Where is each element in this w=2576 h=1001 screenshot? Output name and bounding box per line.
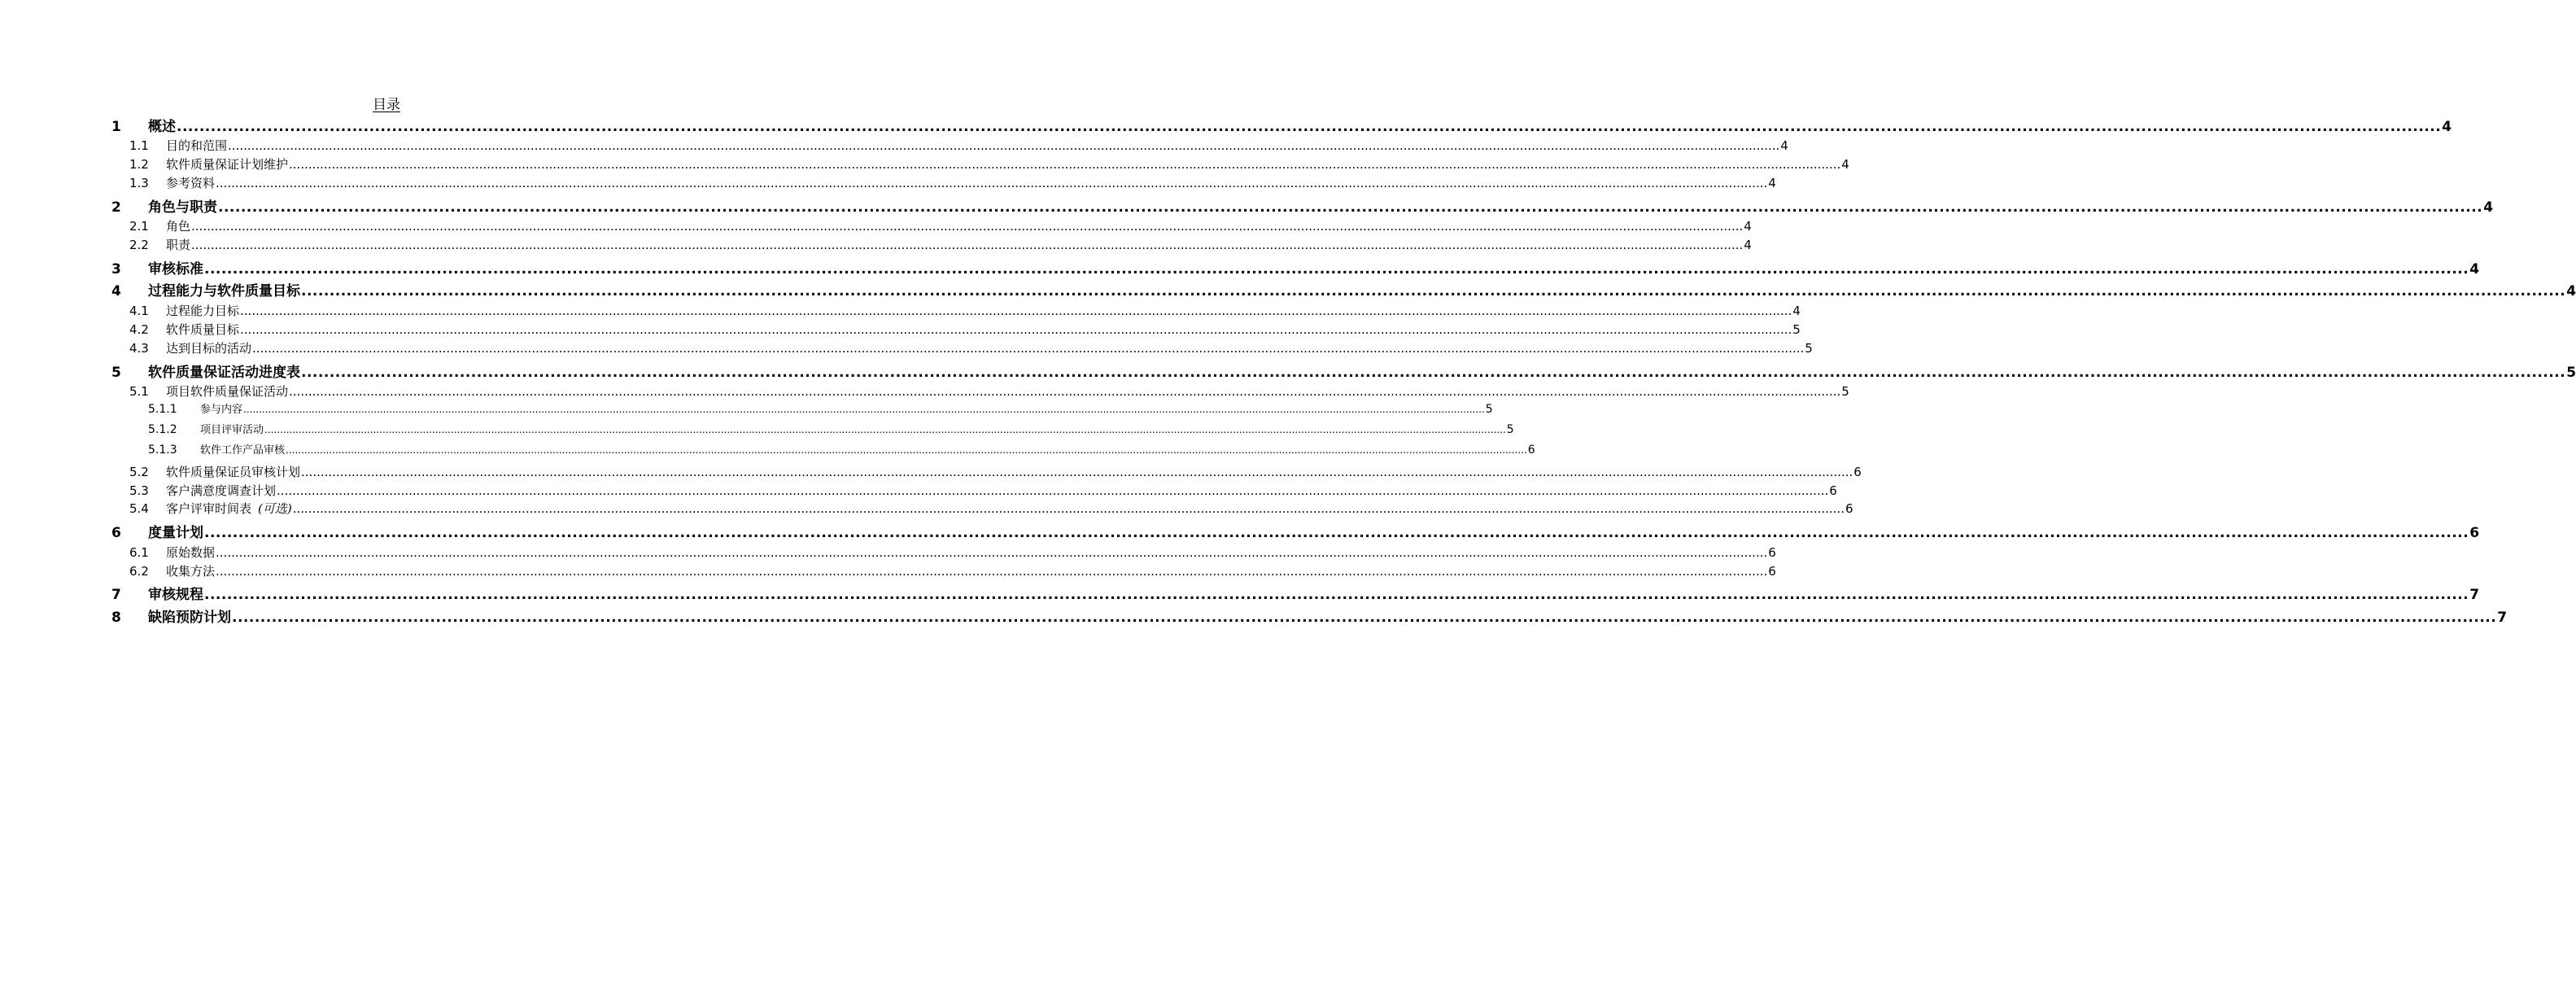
toc-leader-dots: ................................................................................................................................................................................................................................................................................................................................................................................................................ <box>289 384 1841 399</box>
toc-entry-5-1[interactable] <box>129 382 1849 399</box>
toc-entry-label: 达到目标的活动 <box>166 341 252 356</box>
toc-entry-number: 5.2 <box>129 465 149 479</box>
toc-leader-dots: ................................................................................................................................................................................................................................................................................................................................................................................................................ <box>216 545 1768 560</box>
toc-entry-label: 缺陷预防计划 <box>148 610 231 626</box>
toc-entry-page-number: 4 <box>1792 304 1801 318</box>
toc-entry-label: 原始数据 <box>166 545 216 560</box>
toc-leader-dots: ................................................................................................................................................................................................................................................................................................................................................................................................................ <box>232 610 2497 626</box>
toc-entry-4[interactable] <box>111 279 2576 299</box>
toc-entry-3[interactable] <box>111 257 2480 278</box>
toc-entry-number: 5.1 <box>129 384 149 399</box>
toc-entry-page-number: 4 <box>1768 176 1776 190</box>
toc-entry-label: 审核标准 <box>148 261 203 278</box>
toc-entry-number: 4 <box>111 283 121 299</box>
toc-entry-5-1-2[interactable] <box>148 421 1514 437</box>
toc-entry-label: 角色与职责 <box>148 199 217 216</box>
toc-entry-label: 过程能力目标 <box>166 304 240 318</box>
toc-entry-page-number: 5 <box>1805 341 1813 356</box>
toc-entry-page-number: 6 <box>1527 444 1535 457</box>
toc-entry-1[interactable] <box>111 115 2452 135</box>
toc-entry-5[interactable] <box>111 361 2576 381</box>
toc-entry-page-number: 4 <box>1744 219 1752 234</box>
toc-entry-label: 软件质量保证计划维护 <box>166 157 289 172</box>
toc-entry-suffix: (可选) <box>258 501 292 516</box>
toc-entry-number: 5 <box>111 365 121 381</box>
toc-entry-number: 1.2 <box>129 157 149 172</box>
toc-entry-number: 2.2 <box>129 238 149 252</box>
toc-entry-page-number: 6 <box>2469 525 2480 541</box>
toc-entry-5-2[interactable] <box>129 463 1862 479</box>
toc-entry-page-number: 4 <box>1744 238 1752 252</box>
toc-leader-dots: ................................................................................................................................................................................................................................................................................................................................................................................................................ <box>218 199 2483 216</box>
toc-entry-label: 参考资料 <box>166 176 216 190</box>
toc-entry-page-number: 6 <box>1853 465 1862 479</box>
toc-entry-6-2[interactable] <box>129 562 1776 579</box>
toc-entry-4-2[interactable] <box>129 321 1801 337</box>
toc-leader-dots: ................................................................................................................................................................................................................................................................................................................................................................................................................ <box>264 424 1506 435</box>
toc-entry-6-1[interactable] <box>129 544 1776 560</box>
toc-entry-label: 参与内容 <box>200 404 243 416</box>
toc-entry-page-number: 5 <box>1841 384 1849 399</box>
toc-leader-dots: ................................................................................................................................................................................................................................................................................................................................................................................................................ <box>301 465 1853 479</box>
toc-entry-label: 软件质量目标 <box>166 322 240 337</box>
toc-leader-dots: ................................................................................................................................................................................................................................................................................................................................................................................................................ <box>240 322 1792 337</box>
toc-leader-dots: ................................................................................................................................................................................................................................................................................................................................................................................................................ <box>292 501 1845 516</box>
toc-entry-label: 审核规程 <box>148 587 203 603</box>
toc-entry-number: 5.1.1 <box>148 403 177 416</box>
toc-entry-page-number: 6 <box>1845 501 1853 516</box>
toc-entry-5-3[interactable] <box>129 482 1837 498</box>
toc-entry-label: 客户满意度调查计划 <box>166 483 277 498</box>
toc-entry-number: 4.1 <box>129 304 149 318</box>
toc-entry-number: 8 <box>111 610 121 626</box>
toc-entry-7[interactable] <box>111 583 2480 603</box>
toc-entry-4-1[interactable] <box>129 302 1801 318</box>
toc-entry-number: 2 <box>111 199 121 216</box>
toc-entry-page-number: 6 <box>1768 564 1776 579</box>
toc-entry-page-number: 4 <box>2566 283 2576 299</box>
toc-entry-label: 软件工作产品审核 <box>200 444 286 457</box>
toc-entry-number: 7 <box>111 587 121 603</box>
toc-leader-dots: ................................................................................................................................................................................................................................................................................................................................................................................................................ <box>301 283 2566 299</box>
toc-entry-label: 项目评审活动 <box>200 424 264 436</box>
toc-leader-dots: ................................................................................................................................................................................................................................................................................................................................................................................................................ <box>191 219 1744 234</box>
toc-leader-dots: ................................................................................................................................................................................................................................................................................................................................................................................................................ <box>243 404 1485 415</box>
toc-entry-number: 4.2 <box>129 322 149 337</box>
toc-entry-number: 3 <box>111 261 121 278</box>
toc-entry-page-number: 4 <box>1780 138 1788 153</box>
toc-entry-8[interactable] <box>111 605 2508 626</box>
toc-entry-label: 软件质量保证员审核计划 <box>166 465 301 479</box>
toc-entry-2-1[interactable] <box>129 217 1752 234</box>
toc-entry-number: 1.3 <box>129 176 149 190</box>
toc-entry-5-1-3[interactable] <box>148 441 1535 457</box>
toc-leader-dots: ................................................................................................................................................................................................................................................................................................................................................................................................................ <box>252 341 1805 356</box>
toc-entry-label: 目的和范围 <box>166 138 228 153</box>
toc-entry-number: 1.1 <box>129 138 149 153</box>
toc-entry-page-number: 4 <box>2442 119 2452 135</box>
toc-entry-number: 5.3 <box>129 483 149 498</box>
toc-entry-4-3[interactable] <box>129 339 1813 356</box>
toc-entry-page-number: 6 <box>1829 483 1837 498</box>
toc-entry-number: 4.3 <box>129 341 149 356</box>
toc-entry-page-number: 5 <box>1792 322 1801 337</box>
toc-entry-number: 2.1 <box>129 219 149 234</box>
toc-entry-page-number: 5 <box>2566 365 2576 381</box>
toc-entry-page-number: 7 <box>2497 610 2508 626</box>
toc-leader-dots: ................................................................................................................................................................................................................................................................................................................................................................................................................ <box>191 238 1744 252</box>
toc-entry-label: 项目软件质量保证活动 <box>166 384 289 399</box>
toc-leader-dots: ................................................................................................................................................................................................................................................................................................................................................................................................................ <box>204 587 2469 603</box>
toc-entry-1-3[interactable] <box>129 174 1776 190</box>
toc-entry-label: 度量计划 <box>148 525 203 541</box>
toc-entry-number: 6 <box>111 525 121 541</box>
toc-title: 目录 <box>373 97 400 113</box>
toc-entry-page-number: 5 <box>1506 423 1514 436</box>
toc-leader-dots: ................................................................................................................................................................................................................................................................................................................................................................................................................ <box>216 564 1768 579</box>
toc-entry-page-number: 4 <box>2483 199 2494 216</box>
toc-entry-2[interactable] <box>111 195 2494 216</box>
toc-entry-number: 6.1 <box>129 545 149 560</box>
toc-entry-page-number: 4 <box>1841 157 1849 172</box>
toc-leader-dots: ................................................................................................................................................................................................................................................................................................................................................................................................................ <box>216 176 1768 190</box>
toc-entry-6[interactable] <box>111 521 2480 541</box>
toc-leader-dots: ................................................................................................................................................................................................................................................................................................................................................................................................................ <box>277 483 1829 498</box>
toc-leader-dots: ................................................................................................................................................................................................................................................................................................................................................................................................................ <box>286 444 1527 456</box>
toc-entry-label: 过程能力与软件质量目标 <box>148 283 300 299</box>
toc-entry-label: 角色 <box>166 219 191 234</box>
toc-entry-label: 收集方法 <box>166 564 216 579</box>
toc-leader-dots: ................................................................................................................................................................................................................................................................................................................................................................................................................ <box>289 157 1841 172</box>
toc-entry-number: 6.2 <box>129 564 149 579</box>
toc-entry-page-number: 5 <box>1485 403 1493 416</box>
toc-entry-1-2[interactable] <box>129 155 1849 172</box>
toc-entry-5-4[interactable] <box>129 500 1853 516</box>
toc-entry-label: 客户评审时间表 <box>166 501 252 516</box>
toc-entry-5-1-1[interactable] <box>148 400 1493 417</box>
toc-entry-label: 职责 <box>166 238 191 252</box>
toc-entry-1-1[interactable] <box>129 137 1788 153</box>
toc-entry-number: 5.1.3 <box>148 444 177 457</box>
toc-leader-dots: ................................................................................................................................................................................................................................................................................................................................................................................................................ <box>204 261 2469 278</box>
toc-entry-number: 5.4 <box>129 501 149 516</box>
toc-entry-number: 1 <box>111 119 121 135</box>
toc-leader-dots: ................................................................................................................................................................................................................................................................................................................................................................................................................ <box>240 304 1792 318</box>
toc-leader-dots: ................................................................................................................................................................................................................................................................................................................................................................................................................ <box>177 119 2442 135</box>
toc-entry-number: 5.1.2 <box>148 423 177 436</box>
toc-entry-page-number: 4 <box>2469 261 2480 278</box>
toc-entry-2-2[interactable] <box>129 236 1752 252</box>
toc-leader-dots: ................................................................................................................................................................................................................................................................................................................................................................................................................ <box>204 525 2469 541</box>
toc-leader-dots: ................................................................................................................................................................................................................................................................................................................................................................................................................ <box>301 365 2566 381</box>
toc-entry-label: 软件质量保证活动进度表 <box>148 365 300 381</box>
toc-leader-dots: ................................................................................................................................................................................................................................................................................................................................................................................................................ <box>228 138 1780 153</box>
toc-entry-page-number: 7 <box>2469 587 2480 603</box>
toc-entry-label: 概述 <box>148 119 176 135</box>
toc-entry-page-number: 6 <box>1768 545 1776 560</box>
